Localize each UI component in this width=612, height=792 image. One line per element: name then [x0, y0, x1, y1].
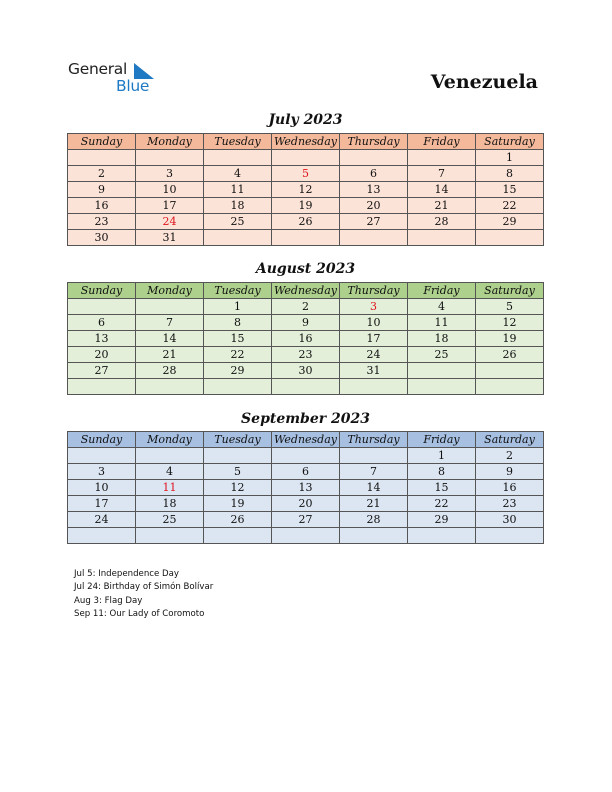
day-cell: 31 — [340, 363, 408, 379]
week-row — [68, 464, 544, 480]
generalblue-logo — [68, 60, 158, 96]
month-title-august: August 2023 — [255, 261, 356, 277]
day-cell: 17 — [340, 331, 408, 347]
holiday-notes — [74, 568, 213, 622]
day-cell: 7 — [136, 315, 204, 331]
empty-day-cell — [136, 448, 204, 464]
week-row — [68, 448, 544, 464]
empty-day-cell — [204, 150, 272, 166]
day-cell: 25 — [408, 347, 476, 363]
weekday-header: Tuesday — [204, 432, 272, 448]
week-row — [68, 182, 544, 198]
weekday-header: Tuesday — [204, 134, 272, 150]
day-cell: 27 — [272, 512, 340, 528]
empty-day-cell — [136, 379, 204, 395]
day-cell: 6 — [272, 464, 340, 480]
empty-day-cell — [476, 363, 544, 379]
week-row — [68, 230, 544, 246]
empty-day-cell — [136, 299, 204, 315]
day-cell: 30 — [476, 512, 544, 528]
day-cell: 15 — [204, 331, 272, 347]
week-row — [68, 299, 544, 315]
day-cell: 29 — [204, 363, 272, 379]
weekday-header: Thursday — [340, 134, 408, 150]
weekday-header: Sunday — [68, 283, 136, 299]
weekday-header: Wednesday — [272, 134, 340, 150]
day-cell: 18 — [408, 331, 476, 347]
empty-day-cell — [340, 230, 408, 246]
empty-day-cell — [272, 150, 340, 166]
day-cell: 28 — [408, 214, 476, 230]
day-cell: 2 — [272, 299, 340, 315]
empty-day-cell — [408, 150, 476, 166]
empty-day-cell — [136, 150, 204, 166]
day-cell: 12 — [476, 315, 544, 331]
country-title: Venezuela — [430, 71, 538, 93]
weekday-header: Wednesday — [272, 283, 340, 299]
day-cell: 20 — [272, 496, 340, 512]
weekday-header: Friday — [408, 432, 476, 448]
day-cell: 30 — [272, 363, 340, 379]
day-cell: 19 — [272, 198, 340, 214]
empty-day-cell — [204, 230, 272, 246]
calendar-july — [67, 133, 544, 246]
weekday-header: Saturday — [476, 283, 544, 299]
empty-day-cell — [272, 448, 340, 464]
day-cell: 20 — [340, 198, 408, 214]
day-cell: 21 — [136, 347, 204, 363]
weekday-header-row — [68, 432, 544, 448]
day-cell: 9 — [272, 315, 340, 331]
day-cell: 23 — [68, 214, 136, 230]
day-cell: 8 — [476, 166, 544, 182]
day-cell: 27 — [68, 363, 136, 379]
day-cell: 16 — [476, 480, 544, 496]
weekday-header: Saturday — [476, 134, 544, 150]
weekday-header: Saturday — [476, 432, 544, 448]
day-cell: 12 — [204, 480, 272, 496]
day-cell: 4 — [204, 166, 272, 182]
weekday-header: Friday — [408, 283, 476, 299]
day-cell: 11 — [204, 182, 272, 198]
day-cell: 5 — [476, 299, 544, 315]
day-cell: 26 — [272, 214, 340, 230]
day-cell: 28 — [340, 512, 408, 528]
day-cell: 12 — [272, 182, 340, 198]
day-cell: 2 — [68, 166, 136, 182]
weekday-header-row — [68, 134, 544, 150]
day-cell: 22 — [476, 198, 544, 214]
day-cell: 18 — [136, 496, 204, 512]
day-cell: 30 — [68, 230, 136, 246]
day-cell: 14 — [408, 182, 476, 198]
empty-day-cell — [68, 448, 136, 464]
day-cell: 9 — [476, 464, 544, 480]
day-cell: 14 — [340, 480, 408, 496]
day-cell: 7 — [340, 464, 408, 480]
empty-day-cell — [340, 150, 408, 166]
day-cell: 25 — [136, 512, 204, 528]
day-cell: 1 — [408, 448, 476, 464]
weekday-header: Thursday — [340, 432, 408, 448]
empty-day-cell — [204, 379, 272, 395]
day-cell: 6 — [68, 315, 136, 331]
empty-day-cell — [340, 448, 408, 464]
empty-day-cell — [272, 528, 340, 544]
week-row — [68, 363, 544, 379]
empty-day-cell — [340, 379, 408, 395]
day-cell: 7 — [408, 166, 476, 182]
day-cell: 17 — [68, 496, 136, 512]
empty-day-cell — [408, 363, 476, 379]
weekday-header: Sunday — [68, 432, 136, 448]
day-cell: 10 — [68, 480, 136, 496]
holiday-note: Jul 24: Birthday of Simón Bolívar — [74, 582, 214, 593]
week-row — [68, 198, 544, 214]
holiday-day-cell: 3 — [340, 299, 408, 315]
day-cell: 15 — [476, 182, 544, 198]
day-cell: 24 — [68, 512, 136, 528]
week-row — [68, 347, 544, 363]
day-cell: 29 — [476, 214, 544, 230]
day-cell: 14 — [136, 331, 204, 347]
day-cell: 1 — [204, 299, 272, 315]
day-cell: 13 — [340, 182, 408, 198]
empty-day-cell — [68, 528, 136, 544]
day-cell: 16 — [68, 198, 136, 214]
day-cell: 4 — [136, 464, 204, 480]
day-cell: 17 — [136, 198, 204, 214]
calendar-august — [67, 282, 544, 395]
day-cell: 8 — [204, 315, 272, 331]
empty-day-cell — [476, 379, 544, 395]
day-cell: 2 — [476, 448, 544, 464]
weekday-header-row — [68, 283, 544, 299]
day-cell: 6 — [340, 166, 408, 182]
day-cell: 28 — [136, 363, 204, 379]
day-cell: 29 — [408, 512, 476, 528]
empty-day-cell — [272, 379, 340, 395]
empty-day-cell — [68, 299, 136, 315]
empty-day-cell — [408, 528, 476, 544]
weekday-header: Tuesday — [204, 283, 272, 299]
empty-day-cell — [136, 528, 204, 544]
day-cell: 13 — [272, 480, 340, 496]
day-cell: 3 — [68, 464, 136, 480]
day-cell: 16 — [272, 331, 340, 347]
week-row — [68, 166, 544, 182]
day-cell: 13 — [68, 331, 136, 347]
empty-day-cell — [204, 448, 272, 464]
day-cell: 11 — [408, 315, 476, 331]
day-cell: 10 — [340, 315, 408, 331]
day-cell: 22 — [204, 347, 272, 363]
empty-day-cell — [476, 528, 544, 544]
day-cell: 23 — [272, 347, 340, 363]
day-cell: 10 — [136, 182, 204, 198]
weekday-header: Friday — [408, 134, 476, 150]
empty-day-cell — [340, 528, 408, 544]
week-row — [68, 379, 544, 395]
week-row — [68, 214, 544, 230]
week-row — [68, 512, 544, 528]
week-row — [68, 496, 544, 512]
month-title-july: July 2023 — [268, 112, 343, 128]
weekday-header: Thursday — [340, 283, 408, 299]
day-cell: 20 — [68, 347, 136, 363]
day-cell: 15 — [408, 480, 476, 496]
holiday-note: Aug 3: Flag Day — [74, 595, 143, 606]
logo-text-blue: Blue — [116, 77, 150, 95]
day-cell: 8 — [408, 464, 476, 480]
day-cell: 4 — [408, 299, 476, 315]
day-cell: 25 — [204, 214, 272, 230]
day-cell: 9 — [68, 182, 136, 198]
calendar-september — [67, 431, 544, 544]
day-cell: 27 — [340, 214, 408, 230]
day-cell: 3 — [136, 166, 204, 182]
day-cell: 22 — [408, 496, 476, 512]
holiday-day-cell: 24 — [136, 214, 204, 230]
weekday-header: Wednesday — [272, 432, 340, 448]
day-cell: 18 — [204, 198, 272, 214]
logo-text-general: General — [68, 60, 127, 78]
holiday-note: Jul 5: Independence Day — [74, 569, 180, 579]
holiday-day-cell: 11 — [136, 480, 204, 496]
week-row — [68, 480, 544, 496]
week-row — [68, 528, 544, 544]
day-cell: 23 — [476, 496, 544, 512]
day-cell: 21 — [408, 198, 476, 214]
empty-day-cell — [408, 379, 476, 395]
holiday-note: Sep 11: Our Lady of Coromoto — [74, 609, 205, 620]
weekday-header: Monday — [136, 134, 204, 150]
day-cell: 1 — [476, 150, 544, 166]
empty-day-cell — [204, 528, 272, 544]
empty-day-cell — [68, 379, 136, 395]
holiday-day-cell: 5 — [272, 166, 340, 182]
weekday-header: Monday — [136, 432, 204, 448]
empty-day-cell — [68, 150, 136, 166]
day-cell: 24 — [340, 347, 408, 363]
empty-day-cell — [272, 230, 340, 246]
day-cell: 31 — [136, 230, 204, 246]
weekday-header: Sunday — [68, 134, 136, 150]
empty-day-cell — [476, 230, 544, 246]
day-cell: 19 — [476, 331, 544, 347]
weekday-header: Monday — [136, 283, 204, 299]
week-row — [68, 331, 544, 347]
empty-day-cell — [408, 230, 476, 246]
day-cell: 21 — [340, 496, 408, 512]
month-title-september: September 2023 — [241, 411, 370, 427]
week-row — [68, 150, 544, 166]
day-cell: 26 — [476, 347, 544, 363]
week-row — [68, 315, 544, 331]
day-cell: 19 — [204, 496, 272, 512]
day-cell: 26 — [204, 512, 272, 528]
day-cell: 5 — [204, 464, 272, 480]
